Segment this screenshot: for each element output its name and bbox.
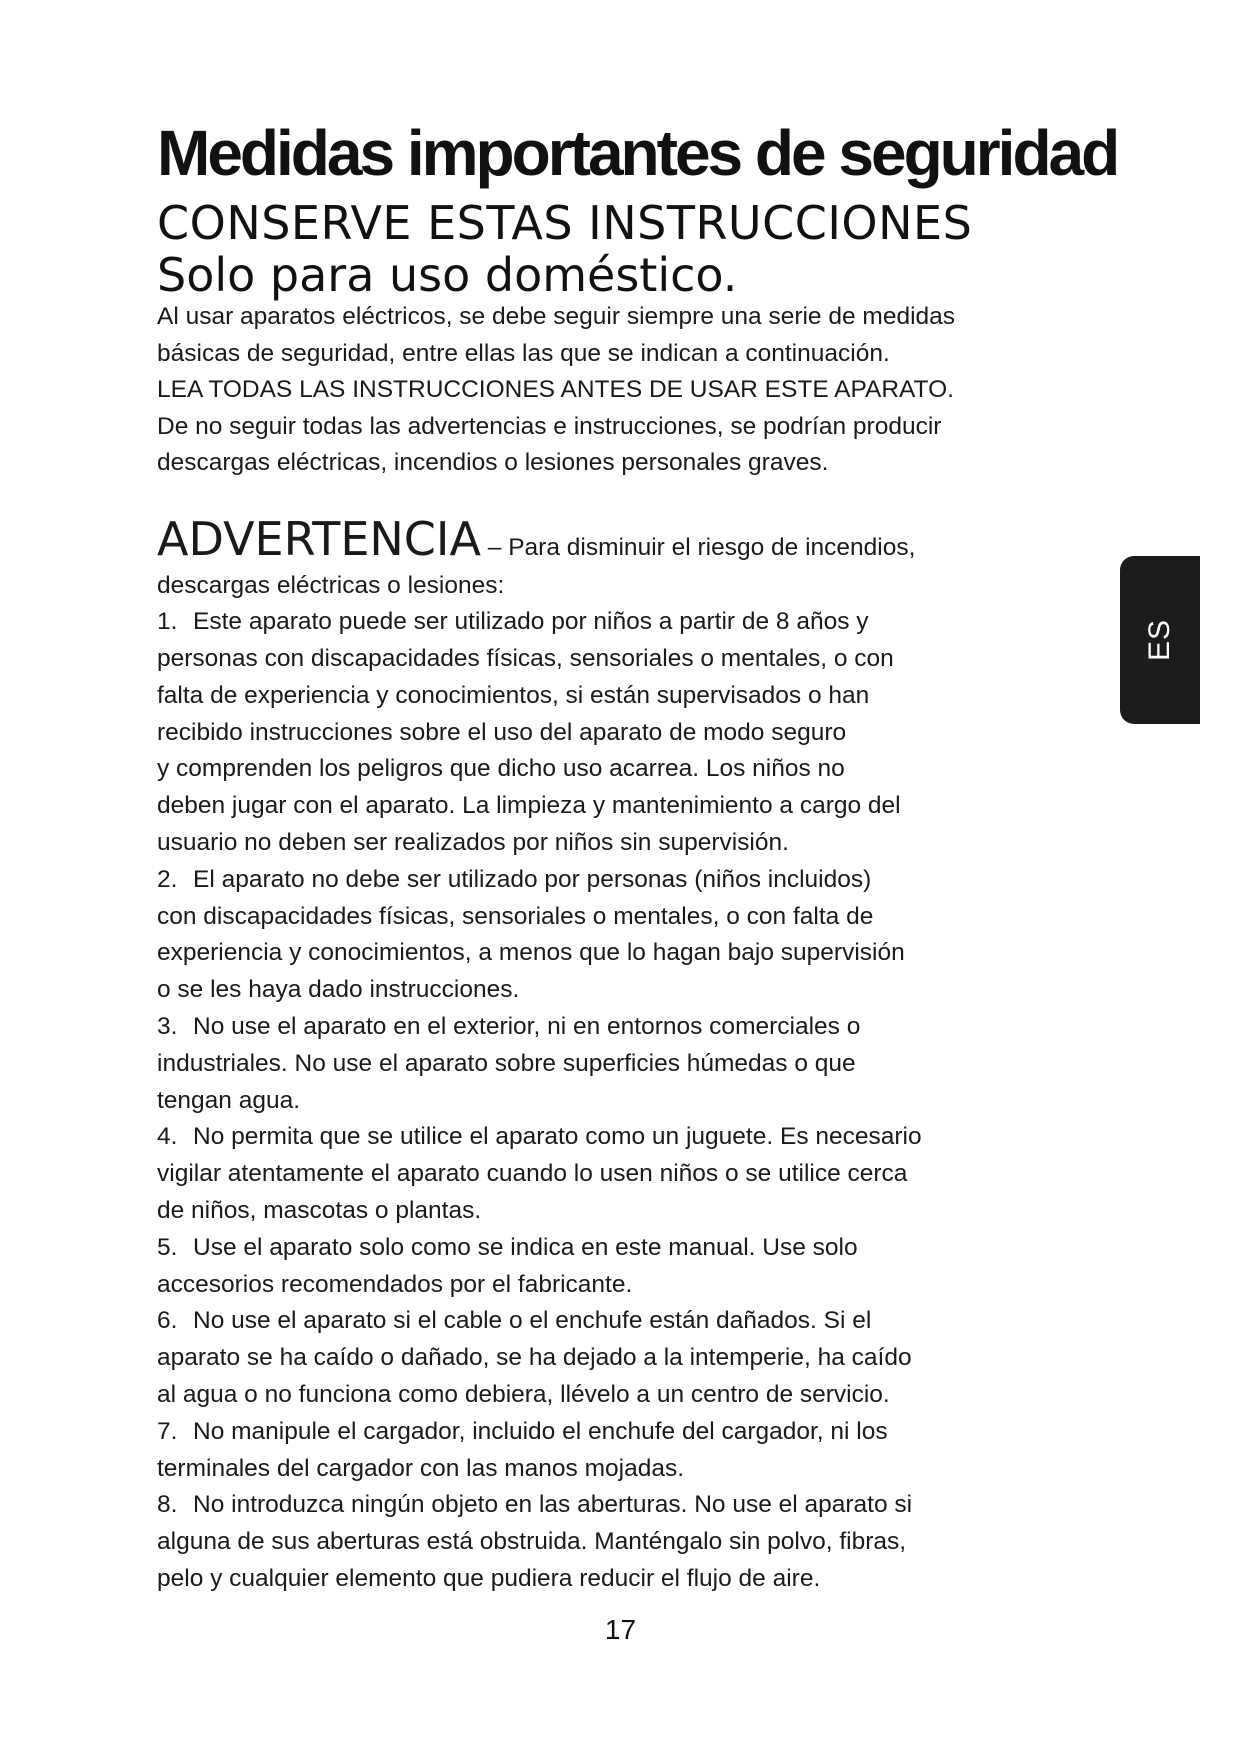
item-text-line: al agua o no funciona como debiera, llévelo a un centro de servicio. xyxy=(157,1381,890,1409)
safety-instruction-item xyxy=(157,1009,1097,1119)
item-text-line: experiencia y conocimientos, a menos que lo hagan bajo supervisión xyxy=(157,939,905,967)
item-text-line: accesorios recomendados por el fabricante. xyxy=(157,1270,633,1298)
item-number: 7. xyxy=(157,1417,178,1445)
safety-instruction-item xyxy=(157,604,1097,862)
intro-line: De no seguir todas las advertencias e instrucciones, se podrían producir xyxy=(157,412,942,440)
item-text-line: No permita que se utilice el aparato como un juguete. Es necesario xyxy=(193,1123,922,1151)
item-text-line: y comprenden los peligros que dicho uso acarrea. Los niños no xyxy=(157,755,845,783)
intro-paragraph xyxy=(157,299,1097,482)
item-text-line: No use el aparato en el exterior, ni en entornos comerciales o xyxy=(193,1013,861,1041)
language-tab-label: ES xyxy=(1143,618,1176,662)
item-text-line: pelo y cualquier elemento que pudiera reducir el flujo de aire. xyxy=(157,1565,821,1592)
safety-instruction-item xyxy=(157,1303,1097,1413)
item-text-line: El aparato no debe ser utilizado por personas (niños incluidos) xyxy=(193,865,872,893)
item-text-line: aparato se ha caído o dañado, se ha dejado a la intemperie, ha caído xyxy=(157,1344,912,1372)
safety-instruction-item xyxy=(157,1414,1097,1488)
item-text-line: No introduzca ningún objeto en las aberturas. No use el aparato si xyxy=(193,1491,913,1519)
warning-intro-continuation: descargas eléctricas o lesiones: xyxy=(157,571,505,599)
safety-instructions-list xyxy=(157,604,1097,1598)
safety-instruction-item xyxy=(157,862,1097,1009)
item-text-line: tengan agua. xyxy=(157,1086,301,1114)
safety-instruction-item xyxy=(157,1119,1097,1229)
item-text-line: Este aparato puede ser utilizado por niños a partir de 8 años y xyxy=(193,608,869,636)
intro-line: LEA TODAS LAS INSTRUCCIONES ANTES DE USAR ESTE APARATO. xyxy=(157,376,954,404)
item-text-line: de niños, mascotas o plantas. xyxy=(157,1197,482,1225)
page-content xyxy=(157,117,1118,1598)
item-text-line: o se les haya dado instrucciones. xyxy=(157,976,520,1004)
intro-line: básicas de seguridad, entre ellas las que se indican a continuación. xyxy=(157,339,890,367)
item-text-line: Use el aparato solo como se indica en este manual. Use solo xyxy=(193,1233,858,1261)
intro-line: Al usar aparatos eléctricos, se debe seguir siempre una serie de medidas xyxy=(157,303,956,331)
language-tab xyxy=(1120,556,1200,724)
item-number: 5. xyxy=(157,1233,178,1261)
item-text-line: falta de experiencia y conocimientos, si están supervisados o han xyxy=(157,681,870,709)
page-title: Medidas importantes de seguridad xyxy=(157,117,1118,189)
item-number: 6. xyxy=(157,1307,178,1335)
item-text-line: No manipule el cargador, incluido el enchufe del cargador, ni los xyxy=(193,1417,888,1445)
item-text-line: alguna de sus aberturas está obstruida. Manténgalo sin polvo, fibras, xyxy=(157,1528,907,1556)
warning-heading xyxy=(157,511,1097,566)
item-number: 4. xyxy=(157,1123,178,1151)
warning-word: ADVERTENCIA xyxy=(157,511,481,566)
item-text-line: deben jugar con el aparato. La limpieza y mantenimiento a cargo del xyxy=(157,792,901,820)
item-text-line: industriales. No use el aparato sobre superficies húmedas o que xyxy=(157,1049,856,1077)
item-text-line: personas con discapacidades físicas, sensoriales o mentales, o con xyxy=(157,645,894,673)
item-number: 2. xyxy=(157,865,178,893)
item-number: 3. xyxy=(157,1013,178,1041)
item-text-line: usuario no deben ser realizados por niños sin supervisión. xyxy=(157,829,789,857)
item-number: 8. xyxy=(157,1491,178,1519)
item-text-line: recibido instrucciones sobre el uso del aparato de modo seguro xyxy=(157,718,847,746)
item-text-line: No use el aparato si el cable o el enchufe están dañados. Si el xyxy=(193,1307,872,1335)
safety-instruction-item xyxy=(157,1230,1097,1304)
item-text-line: vigilar atentamente el aparato cuando lo usen niños o se utilice cerca xyxy=(157,1160,908,1188)
page-subtitle: CONSERVE ESTAS INSTRUCCIONES xyxy=(157,196,973,251)
safety-instruction-item xyxy=(157,1487,1097,1597)
page-number: 17 xyxy=(604,1614,637,1645)
item-text-line: con discapacidades físicas, sensoriales o mentales, o con falta de xyxy=(157,902,874,930)
item-text-line: terminales del cargador con las manos mojadas. xyxy=(157,1454,685,1482)
warning-intro-text: – Para disminuir el riesgo de incendios, xyxy=(480,533,916,561)
page-subtitle-secondary: Solo para uso doméstico. xyxy=(157,247,738,302)
item-number: 1. xyxy=(157,608,178,636)
intro-line: descargas eléctricas, incendios o lesiones personales graves. xyxy=(157,449,829,477)
